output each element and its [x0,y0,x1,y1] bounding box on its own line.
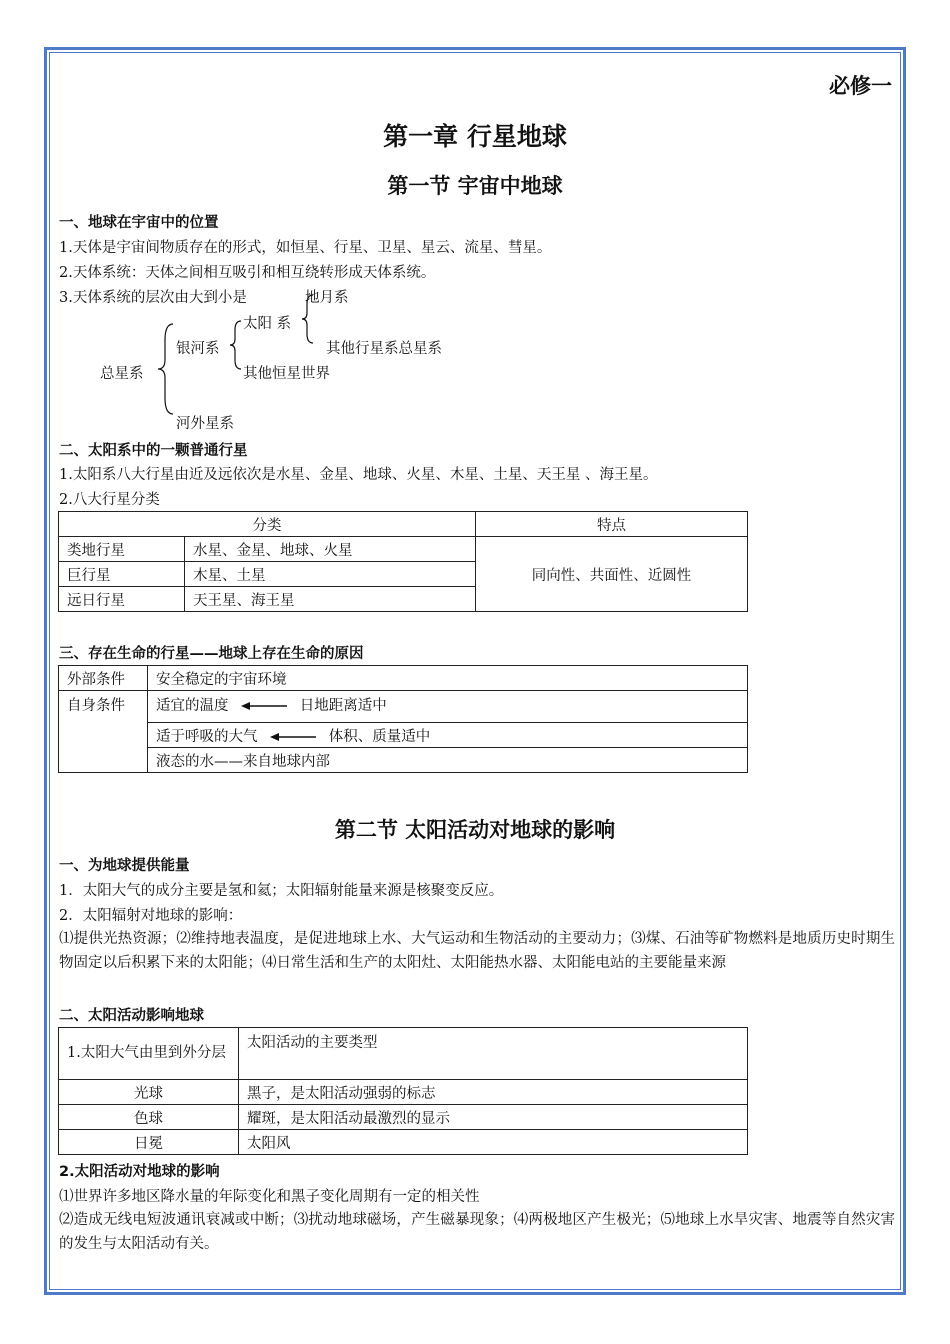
tree-other-planets: 其他行星系总星系 [326,341,442,357]
section2-para-5: ⑵造成无线电短波通讯衰减或中断；⑶扰动地球磁场，产生磁暴现象；⑷两极地区产生极光；⑸地球上水旱灾害、地震等自然灾害的发生与太阳活动有关。 [59,1212,895,1252]
planet-members: 木星、土星 [185,562,476,587]
left-arrow-icon [270,732,316,742]
brace-universe [155,320,183,418]
planet-type: 远日行星 [59,587,185,612]
section1-para-5: 2.八大行星分类 [59,492,160,508]
planet-table [58,511,748,612]
planet-members: 天王星、海王星 [185,587,476,612]
tree-universe: 总星系 [100,366,144,382]
sun-table-head-layer: 1.太阳大气由里到外分层 [59,1028,239,1080]
sun-activity-table [58,1027,748,1155]
planet-table-head-feature: 特点 [476,512,748,537]
sun-layer: 色球 [59,1105,239,1130]
sun-activity: 耀斑，是太阳活动最激烈的显示 [239,1105,748,1130]
tree-other-stars: 其他恒星世界 [243,366,330,382]
planet-type: 巨行星 [59,562,185,587]
left-arrow-icon [241,701,287,711]
section2-heading-2: 二、太阳活动影响地球 [59,1008,204,1024]
section1-para-2: 2.天体系统：天体之间相互吸引和相互绕转形成天体系统。 [59,265,436,281]
chapter-title: 第一章 行星地球 [383,122,567,151]
section2-para-1: 1．太阳大气的成分主要是氢和氦；太阳辐射能量来源是核聚变反应。 [59,883,504,899]
life-atmosphere: 适于呼吸的大气 [156,728,258,745]
section1-para-1: 1.天体是宇宙间物质存在的形式，如恒星、行星、卫星、星云、流星、彗星。 [59,240,552,256]
planet-feature: 同向性、共面性、近圆性 [476,537,748,612]
tree-earth-moon: 地月系 [305,290,349,306]
life-internal-label: 自身条件 [59,691,148,773]
life-temperature: 适宜的温度 [156,698,229,714]
section1-title: 第一节 宇宙中地球 [387,174,563,198]
section2-heading-1: 一、为地球提供能量 [59,858,190,874]
sun-table-head-activity: 太阳活动的主要类型 [239,1028,748,1080]
brace-solar [300,292,318,346]
planet-members: 水星、金星、地球、火星 [185,537,476,562]
section2-heading-3: 2.太阳活动对地球的影响 [59,1164,220,1180]
section1-heading-1: 一、地球在宇宙中的位置 [59,215,219,231]
section2-para-3: ⑴提供光热资源；⑵维持地表温度，是促进地球上水、大气运动和生物活动的主要动力；⑶煤、石油等矿物燃料是地质历史时期生物固定以后积累下来的太阳能；⑷日常生活和生产的太阳灶、太阳能热水器、太阳能电站的主要能量来源 [59,931,895,971]
life-row-atmosphere [148,723,748,748]
sun-layer: 日冕 [59,1130,239,1155]
life-water: 液态的水——来自地球内部 [148,748,748,773]
course-tag: 必修一 [829,74,892,98]
life-table [58,665,748,773]
section1-para-3: 3.天体系统的层次由大到小是 [59,290,247,306]
tree-solar-system: 太阳 系 [243,316,292,332]
life-sun-distance: 日地距离适中 [299,698,387,714]
sun-activity: 太阳风 [239,1130,748,1155]
tree-extragalactic: 河外星系 [176,416,234,432]
section1-heading-3: 三、存在生命的行星——地球上存在生命的原因 [59,646,364,662]
life-row-temperature [148,691,748,723]
planet-type: 类地行星 [59,537,185,562]
section1-para-4: 1.太阳系八大行星由近及远依次是水星、金星、地球、火星、木星、土星、天王星 、海王星。 [59,467,658,483]
tree-galaxy: 银河系 [176,341,220,357]
section2-title: 第二节 太阳活动对地球的影响 [334,818,616,842]
life-mass-volume: 体积、质量适中 [328,728,431,745]
section2-para-4: ⑴世界许多地区降水量的年际变化和黑子变化周期有一定的相关性 [59,1189,480,1205]
section1-heading-2: 二、太阳系中的一颗普通行星 [59,443,248,459]
life-external-label: 外部条件 [59,666,148,691]
brace-galaxy [228,318,246,372]
life-external-value: 安全稳定的宇宙环境 [148,666,748,691]
planet-table-head-class: 分类 [59,512,476,537]
sun-layer: 光球 [59,1080,239,1105]
sun-activity: 黑子，是太阳活动强弱的标志 [239,1080,748,1105]
section2-para-2: 2．太阳辐射对地球的影响： [59,908,243,924]
